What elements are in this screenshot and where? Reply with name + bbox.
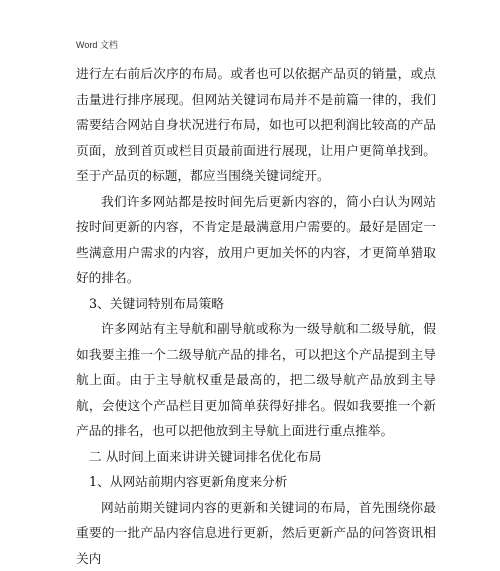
document-body <box>76 61 436 571</box>
paragraph-4: 网站前期关键词内容的更新和关键词的布局，首先围绕你最重要的一批产品内容信息进行更新，然后更新产品的问答资讯相关内 <box>76 495 436 571</box>
section-heading-3: 3、关键词特别布局策略 <box>76 291 436 317</box>
subsection-heading-1: 1、从网站前期内容更新角度来分析 <box>76 469 436 495</box>
section-heading-2: 二 从时间上面来讲讲关键词排名优化布局 <box>76 444 436 470</box>
paragraph-3: 许多网站有主导航和副导航或称为一级导航和二级导航，假如我要主推一个二级导航产品的排名，可以把这个产品提到主导航上面。由于主导航权重是最高的，把二级导航产品放到主导航，会使这个产品栏目更加简单获得好排名。假如我要推一个新产品的排名，也可以把他放到主导航上面进行重点推举。 <box>76 316 436 444</box>
paragraph-1: 进行左右前后次序的布局。或者也可以依据产品页的销量，或点击量进行排序展现。但网站关键词布局并不是前篇一律的，我们需要结合网站自身状况进行布局，如也可以把利润比较高的产品页面，放到首页或栏目页最前面进行展现，让用户更简单找到。至于产品页的标题，都应当围绕关键词绽开。 <box>76 61 436 189</box>
paragraph-2: 我们许多网站都是按时间先后更新内容的，简小白认为网站按时间更新的内容，不肯定是最满意用户需要的。最好是固定一些满意用户需求的内容，放用户更加关怀的内容，才更简单猎取好的排名。 <box>76 189 436 291</box>
document-header: Word 文档 <box>76 38 118 51</box>
